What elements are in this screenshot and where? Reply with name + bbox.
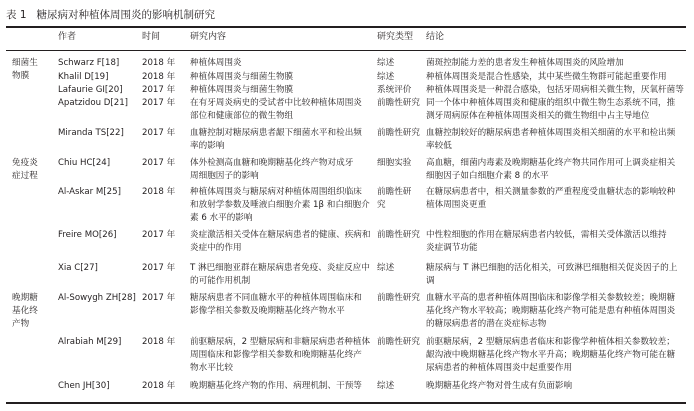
row-year: 2018 年 [142,187,176,197]
row-conclusion: 同一个体中种植体周围炎和健康的组织中微生物生态系统不同，推 测牙周病原体在种植体周围炎相关的微生物组中占主导地位 [426,98,676,121]
row-author: Xia C[27] [58,263,98,273]
row-author: Miranda TS[22] [58,128,124,138]
row-type: 前瞻性研究 [377,337,420,347]
row-year: 2017 年 [142,98,176,108]
table-bottom-rule [6,402,686,404]
row-author: Al-Askar M[25] [58,187,121,197]
row-conclusion: 糖尿病与 T 淋巴细胞的活化相关，可致淋巴细胞相关促炎因子的上 调 [426,263,678,286]
row-year: 2017 年 [142,85,176,95]
row-type: 系统评价 [377,85,412,95]
row-content: 体外检测高血糖和晚期糖基化终产物对成牙 周细胞因子的影响 [190,158,354,181]
row-year: 2017 年 [142,293,176,303]
row-type: 前瞻性研究 [377,230,420,240]
row-conclusion: 晚期糖基化终产物对骨生成有负面影响 [426,381,573,391]
row-conclusion: 高血糖，细菌内毒素及晚期糖基化终产物共同作用可上调炎症相关 细胞因子如白细胞介素 8 的水平 [426,158,676,181]
row-conclusion: 种植体周围炎是混合性感染，其中某些微生物群可能起重要作用 [426,72,667,82]
header-content: 研究内容 [190,32,227,42]
row-author: Alrabiah M[29] [58,337,122,347]
row-conclusion: 血糖控制较好的糖尿病患者种植体周围炎相关细菌的水平和检出频 率较低 [426,128,676,151]
row-content: 在有牙周炎病史的受试者中比较种植体周围炎 部位和健康部位的微生物组 [190,98,362,121]
row-content: 晚期糖基化终产物的作用、病理机制、干预等 [190,381,362,391]
table-caption [6,4,215,26]
row-content: 种植体周围炎 [190,58,242,68]
category-age-products: 晚期糖 基化终 产物 [12,293,38,329]
row-author: Chen JH[30] [58,381,110,391]
row-type: 前瞻性研究 [377,128,420,138]
row-content: T 淋巴细胞亚群在糖尿病患者免疫、炎症反应中 的可能作用机制 [190,263,370,286]
row-type: 细胞实验 [377,158,412,168]
row-content: 种植体周围炎与细菌生物膜 [190,85,294,95]
row-type: 前瞻性研究 [377,293,420,303]
header-conclusion: 结论 [426,32,445,42]
row-author: Lafaurie GI[20] [58,85,123,95]
row-conclusion: 血糖水平高的患者种植体周围临床和影像学相关参数较差；晚期糖 基化终产物水平较高；晚期糖基化终产物可能是患有种植体周围炎 的糖尿病患者的潜在炎症标志物 [426,293,676,329]
row-year: 2017 年 [142,128,176,138]
row-type: 综述 [377,72,395,82]
row-conclusion: 种植体周围炎是一种混合感染，包括牙周病相关微生物，厌氧杆菌等 [426,85,684,95]
row-content: 前驱糖尿病，2 型糖尿病和非糖尿病患者种植体 周围临床和影像学相关参数和晚期糖基化终产 物水平比较 [190,337,371,373]
row-type: 前瞻性研 究 [377,187,412,210]
row-year: 2018 年 [142,72,176,82]
header-type: 研究类型 [377,32,414,42]
row-author: Apatzidou D[21] [58,98,129,108]
row-author: Freire MO[26] [58,230,117,240]
table-header-rule [6,50,686,51]
category-biofilm: 细菌生 物膜 [12,58,38,81]
row-author: Al-Sowygh ZH[28] [58,293,136,303]
row-year: 2018 年 [142,381,176,391]
row-conclusion: 在糖尿病患者中，相关测量参数的严重程度受血糖状态的影响较种 植体周围炎更重 [426,187,676,210]
row-content: 种植体周围炎与细菌生物膜 [190,72,294,82]
row-year: 2017 年 [142,263,176,273]
table-number: 表 1 [6,9,27,21]
row-conclusion: 菌斑控制能力差的患者发生种植体周围炎的风险增加 [426,58,624,68]
row-content: 血糖控制对糖尿病患者龈下细菌水平和检出频 率的影响 [190,128,362,151]
row-year: 2017 年 [142,230,176,240]
row-content: 种植体周围炎与糖尿病对种植体周围组织临床 和放射学参数及唾液白细胞介素 1β 和白细胞介 素 6 水平的影响 [190,187,370,223]
row-content: 炎症激活相关受体在糖尿病患者的健康、疾病和 炎症中的作用 [190,230,371,253]
row-content: 糖尿病患者不同血糖水平的种植体周围临床和 影像学相关参数及晚期糖基化终产物水平 [190,293,362,316]
row-year: 2017 年 [142,158,176,168]
row-author: Chiu HC[24] [58,158,111,168]
row-type: 前瞻性研究 [377,98,420,108]
row-year: 2018 年 [142,58,176,68]
row-author: Khalil D[19] [58,72,109,82]
row-type: 综述 [377,381,395,391]
category-immune-inflammation: 免疫炎 症过程 [12,158,38,181]
table-top-rule [6,26,686,28]
row-year: 2018 年 [142,337,176,347]
row-conclusion: 前驱糖尿病，2 型糖尿病患者临床和影像学种植体相关参数较差； 龈沟液中晚期糖基化终产物水平升高；晚期糖基化终产物可能在糖 尿病患者的种植体周围炎中起重要作用 [426,337,676,373]
header-year: 时间 [142,32,161,42]
row-conclusion: 中性粒细胞的作用在糖尿病患者内较低，需相关受体激活以维持 炎症调节功能 [426,230,667,253]
row-author: Schwarz F[18] [58,58,120,68]
header-author: 作者 [58,32,77,42]
table-title: 糖尿病对种植体周围炎的影响机制研究 [36,9,216,21]
row-type: 综述 [377,58,395,68]
row-type: 综述 [377,263,395,273]
